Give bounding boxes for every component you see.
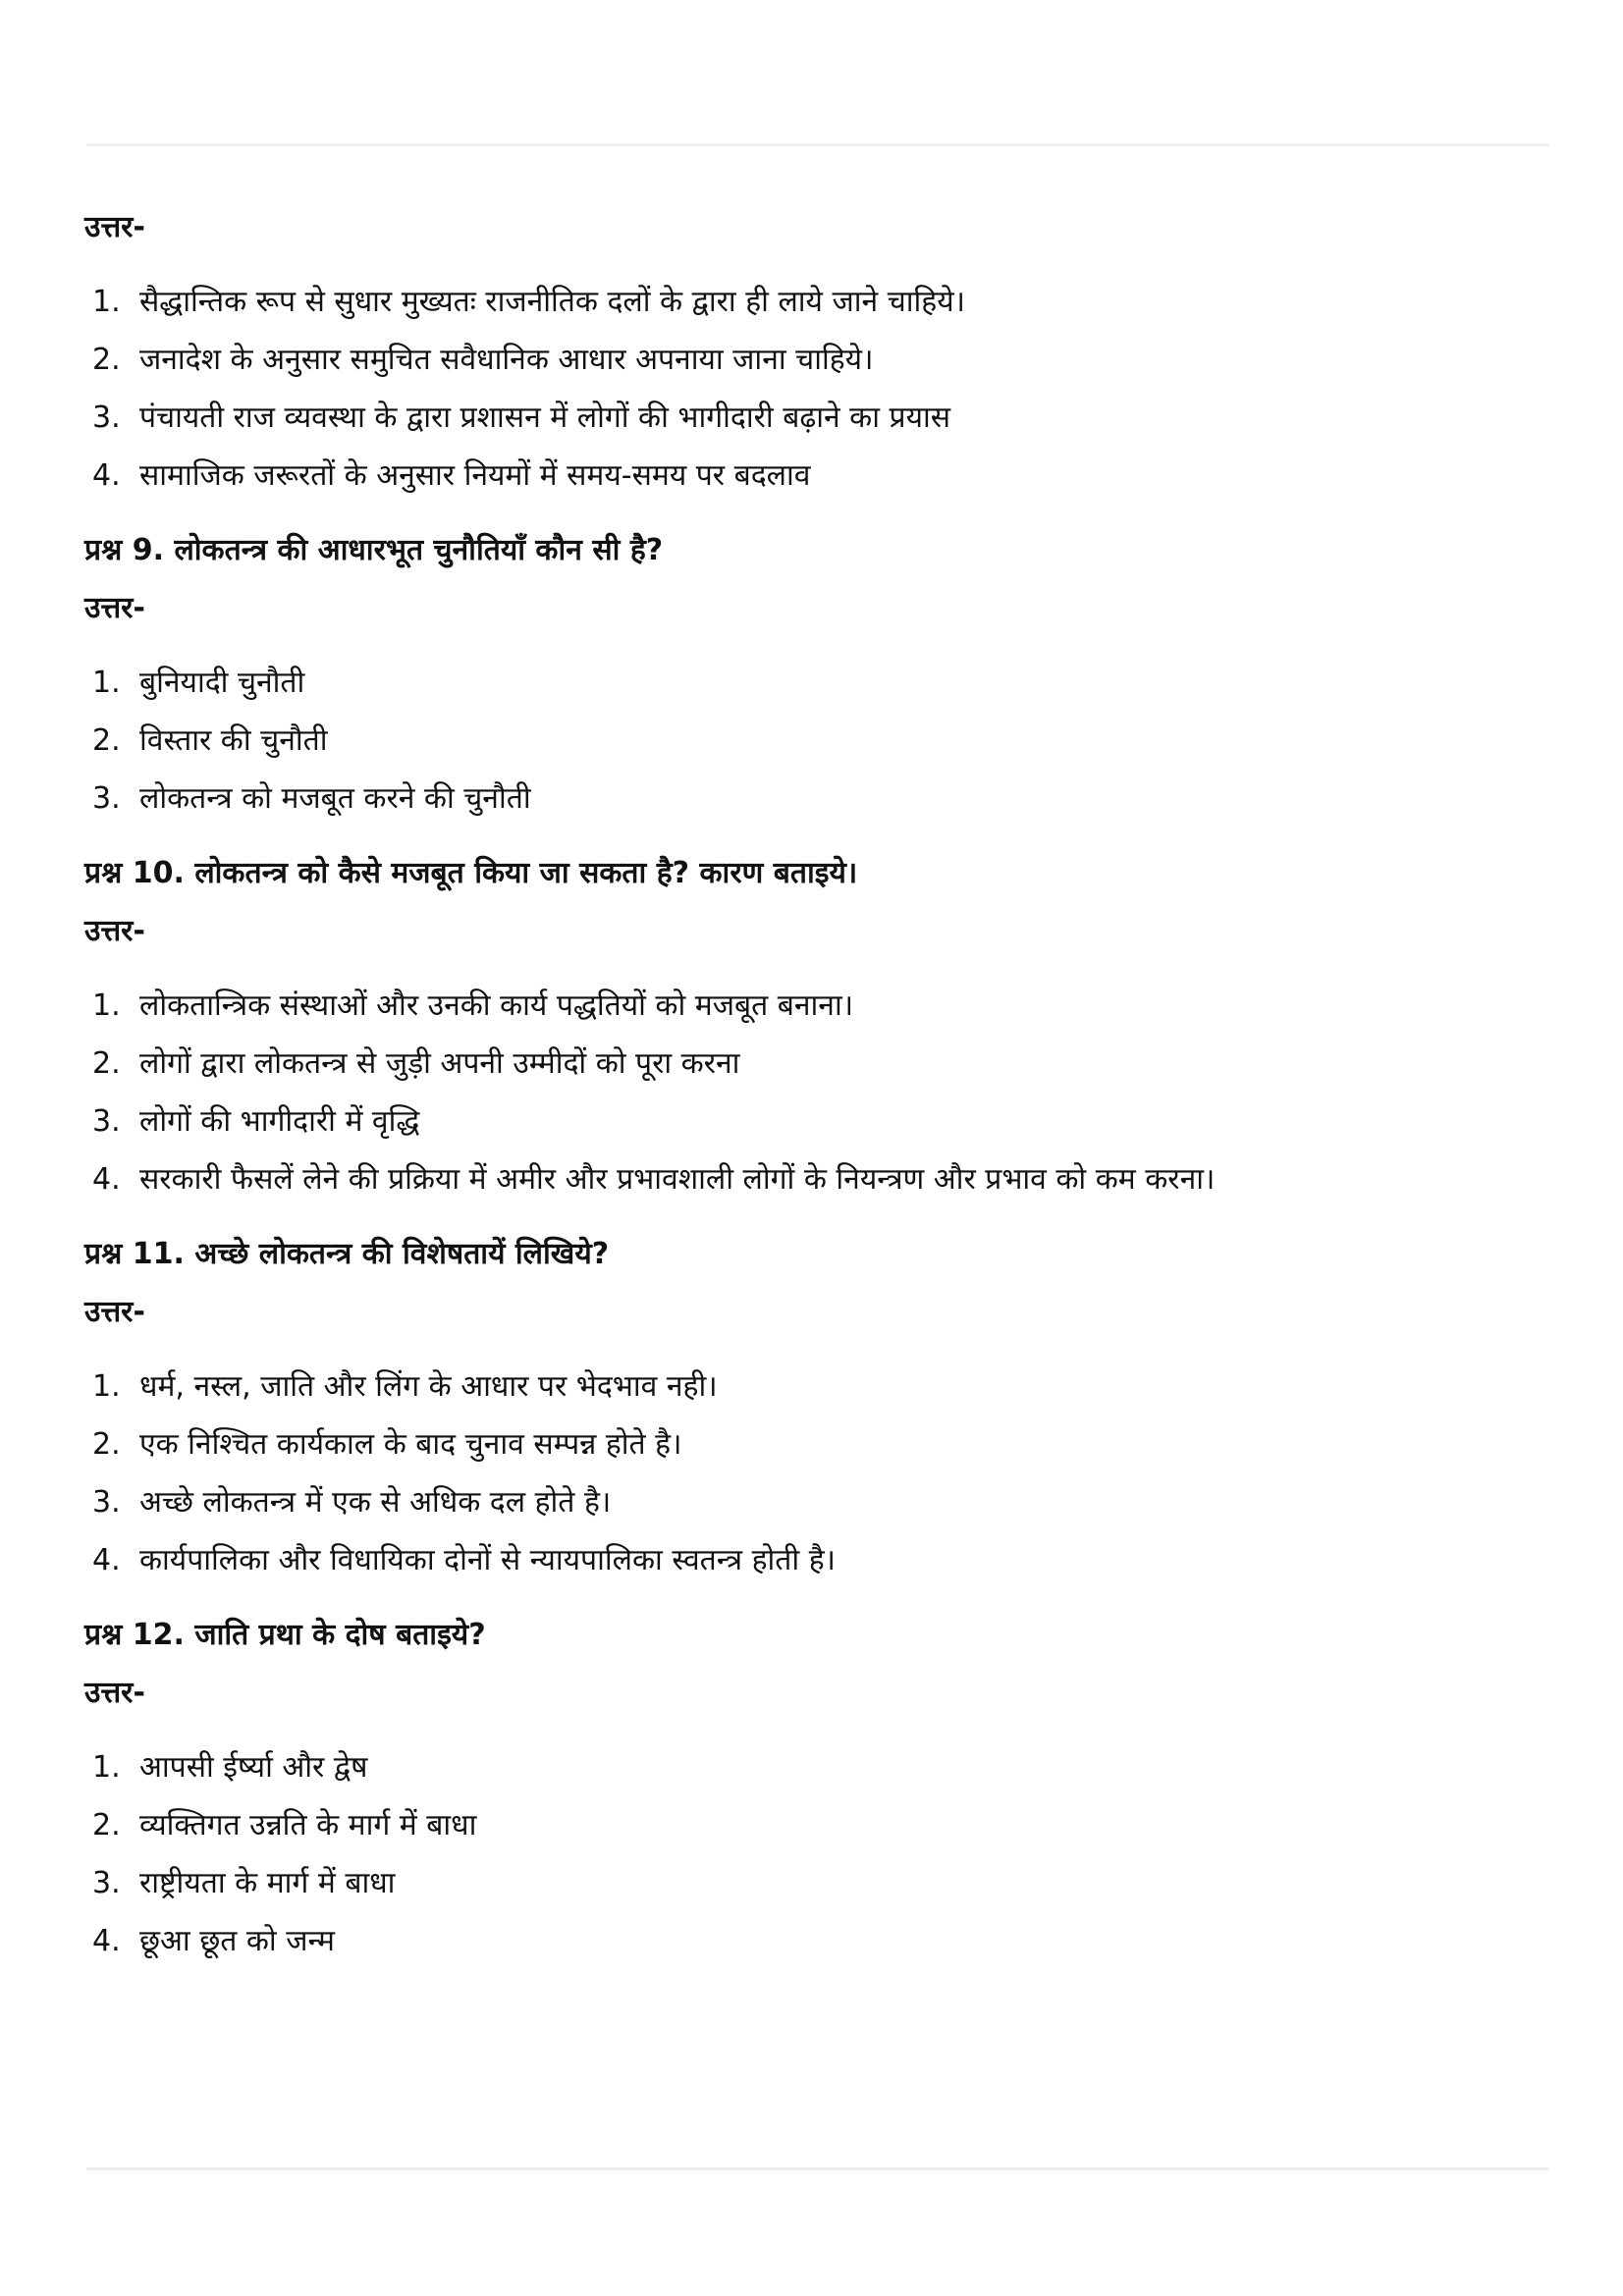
item-number: 3. bbox=[92, 781, 121, 816]
item-number: 1. bbox=[92, 1369, 121, 1404]
item-text: जनादेश के अनुसार समुचित सवैधानिक आधार अपनाया जाना चाहिये। bbox=[139, 343, 874, 377]
bottom-divider bbox=[86, 2167, 1549, 2170]
answer-list bbox=[84, 1367, 1557, 1580]
question-heading: प्रश्न 12. जाति प्रथा के दोष बताइये? bbox=[84, 1618, 486, 1652]
content bbox=[84, 208, 1557, 1997]
list-item bbox=[84, 1541, 1557, 1580]
answer-list bbox=[84, 1748, 1557, 1961]
item-number: 2. bbox=[92, 343, 121, 377]
list-item bbox=[84, 399, 1557, 438]
answer-label: उत्तर- bbox=[84, 1295, 145, 1329]
question-section-10 bbox=[84, 854, 1557, 1200]
item-number: 4. bbox=[92, 1162, 121, 1197]
list-item bbox=[84, 1483, 1557, 1522]
item-number: 3. bbox=[92, 1104, 121, 1139]
answer-label: उत्तर- bbox=[84, 1676, 145, 1710]
top-divider bbox=[86, 143, 1549, 146]
list-item bbox=[84, 1748, 1557, 1788]
list-item bbox=[84, 1806, 1557, 1845]
item-number: 4. bbox=[92, 458, 121, 493]
list-item bbox=[84, 1922, 1557, 1961]
list-item bbox=[84, 1864, 1557, 1903]
list-item bbox=[84, 1160, 1557, 1200]
item-number: 3. bbox=[92, 400, 121, 435]
answer-list bbox=[84, 283, 1557, 496]
item-number: 1. bbox=[92, 285, 121, 319]
item-text: राष्ट्रीयता के मार्ग में बाधा bbox=[139, 1866, 396, 1900]
question-section-12 bbox=[84, 1616, 1557, 1961]
item-number: 3. bbox=[92, 1866, 121, 1900]
list-item bbox=[84, 779, 1557, 819]
item-number: 2. bbox=[92, 1427, 121, 1462]
list-item bbox=[84, 721, 1557, 761]
list-item bbox=[84, 1367, 1557, 1407]
answer-label: उत्तर- bbox=[84, 210, 145, 244]
question-heading: प्रश्न 10. लोकतन्त्र को कैसे मजबूत किया जा सकता है? कारण बताइये। bbox=[84, 856, 858, 890]
item-text: लोगों की भागीदारी में वृद्धि bbox=[139, 1104, 420, 1139]
question-heading: प्रश्न 9. लोकतन्त्र की आधारभूत चुनौतियाँ कौन सी है? bbox=[84, 533, 664, 567]
list-item bbox=[84, 1425, 1557, 1465]
answer-list bbox=[84, 987, 1557, 1200]
item-text: लोगों द्वारा लोकतन्त्र से जुड़ी अपनी उम्मीदों को पूरा करना bbox=[139, 1046, 740, 1081]
list-item bbox=[84, 1044, 1557, 1084]
item-number: 4. bbox=[92, 1924, 121, 1958]
item-number: 3. bbox=[92, 1485, 121, 1520]
item-text: एक निश्चित कार्यकाल के बाद चुनाव सम्पन्न होते है। bbox=[139, 1427, 682, 1462]
item-text: कार्यपालिका और विधायिका दोनों से न्यायपालिका स्वतन्त्र होती है। bbox=[139, 1543, 837, 1577]
item-number: 2. bbox=[92, 723, 121, 758]
question-section-9 bbox=[84, 531, 1557, 819]
item-number: 2. bbox=[92, 1046, 121, 1081]
question-heading: प्रश्न 11. अच्छे लोकतन्त्र की विशेषतायें लिखिये? bbox=[84, 1237, 610, 1271]
item-number: 1. bbox=[92, 1750, 121, 1785]
list-item bbox=[84, 341, 1557, 380]
item-text: छूआ छूत को जन्म bbox=[139, 1924, 335, 1958]
item-text: धर्म, नस्ल, जाति और लिंग के आधार पर भेदभाव नही। bbox=[139, 1369, 718, 1404]
item-number: 2. bbox=[92, 1808, 121, 1842]
item-text: सामाजिक जरूरतों के अनुसार नियमों में समय-समय पर बदलाव bbox=[139, 458, 811, 493]
list-item bbox=[84, 1102, 1557, 1142]
answer-label: उत्तर- bbox=[84, 914, 145, 948]
answer-label: उत्तर- bbox=[84, 591, 145, 625]
item-text: लोकतन्त्र को मजबूत करने की चुनौती bbox=[139, 781, 531, 816]
list-item bbox=[84, 987, 1557, 1026]
answer-section-8 bbox=[84, 208, 1557, 496]
list-item bbox=[84, 456, 1557, 496]
item-text: लोकतान्त्रिक संस्थाओं और उनकी कार्य पद्धतियों को मजबूत बनाना। bbox=[139, 988, 854, 1023]
item-text: अच्छे लोकतन्त्र में एक से अधिक दल होते है। bbox=[139, 1485, 612, 1520]
item-text: बुनियादी चुनौती bbox=[139, 666, 305, 700]
list-item bbox=[84, 283, 1557, 322]
item-text: व्यक्तिगत उन्नति के मार्ग में बाधा bbox=[139, 1808, 477, 1842]
item-number: 1. bbox=[92, 666, 121, 700]
item-text: पंचायती राज व्यवस्था के द्वारा प्रशासन में लोगों की भागीदारी बढ़ाने का प्रयास bbox=[139, 400, 951, 435]
answer-list bbox=[84, 664, 1557, 819]
item-number: 4. bbox=[92, 1543, 121, 1577]
question-section-11 bbox=[84, 1235, 1557, 1580]
item-text: विस्तार की चुनौती bbox=[139, 723, 328, 758]
item-text: आपसी ईर्ष्या और द्वेष bbox=[139, 1750, 368, 1785]
list-item bbox=[84, 664, 1557, 703]
item-text: सरकारी फैसलें लेने की प्रक्रिया में अमीर और प्रभावशाली लोगों के नियन्त्रण और प्रभाव को कम करना। bbox=[139, 1162, 1216, 1197]
item-number: 1. bbox=[92, 988, 121, 1023]
item-text: सैद्धान्तिक रूप से सुधार मुख्यतः राजनीतिक दलों के द्वारा ही लाये जाने चाहिये। bbox=[139, 285, 966, 319]
